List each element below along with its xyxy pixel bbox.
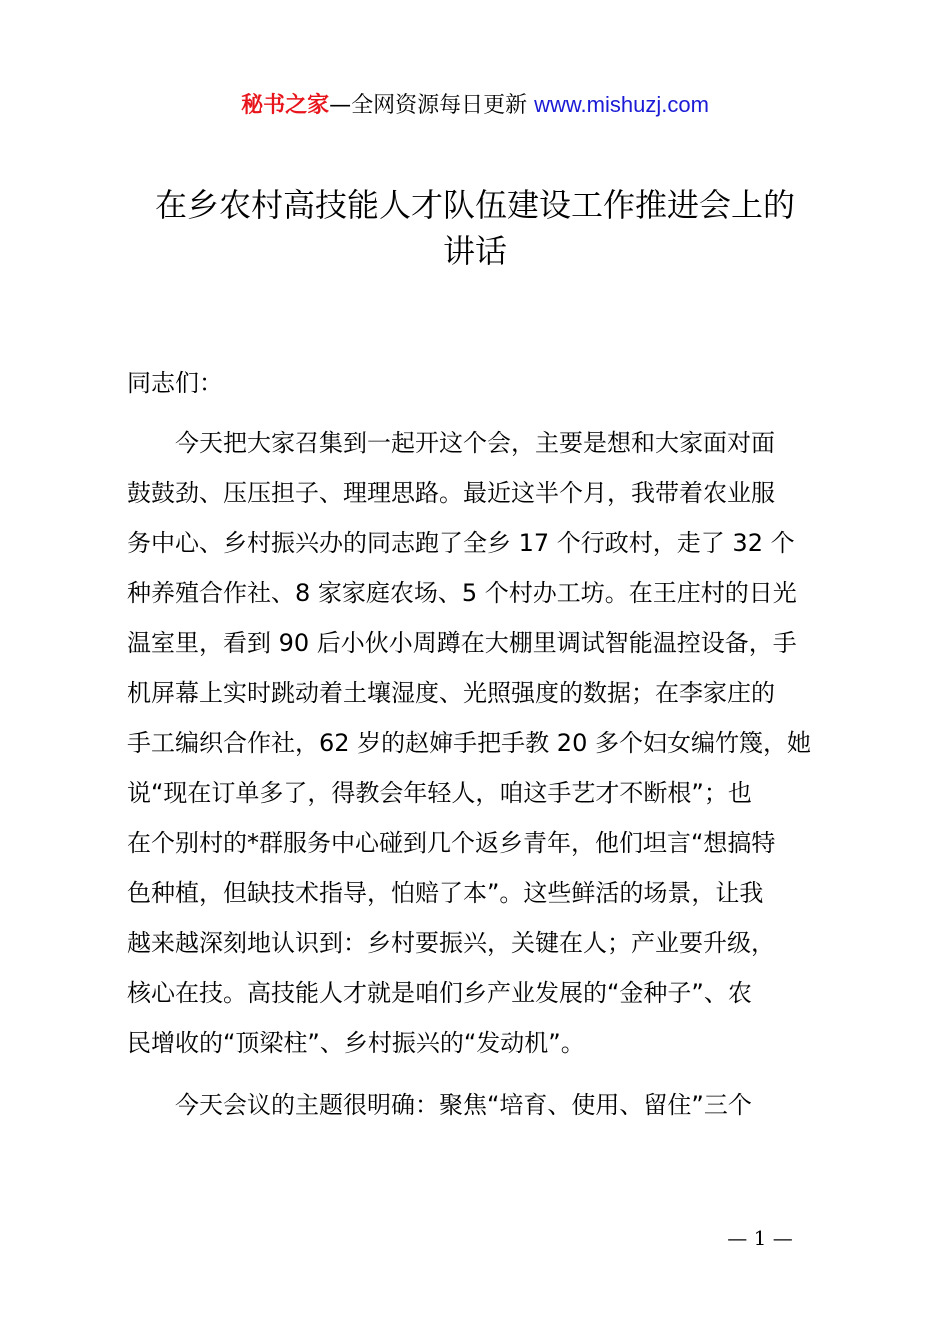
paragraph-line: 越来越深刻地认识到：乡村要振兴，关键在人；产业要升级， xyxy=(127,929,775,957)
paragraph-line: 说“现在订单多了，得教会年轻人，咱这手艺才不断根”；也 xyxy=(127,779,752,807)
page-number: — 1 — xyxy=(727,1226,793,1250)
paragraph-line: 核心在技。高技能人才就是咱们乡产业发展的“金种子”、农 xyxy=(127,979,752,1007)
paragraph-1 xyxy=(127,418,847,1068)
page-header xyxy=(0,88,950,123)
paragraph-2 xyxy=(127,1080,847,1130)
paragraph-line: 务中心、乡村振兴办的同志跑了全乡 17 个行政村，走了 32 个 xyxy=(127,529,795,557)
paragraph-line: 在个别村的*群服务中心碰到几个返乡青年，他们坦言“想搞特 xyxy=(127,829,776,857)
paragraph-line: 鼓鼓劲、压压担子、理理思路。最近这半个月，我带着农业服 xyxy=(127,479,775,507)
paragraph-line: 手工编织合作社，62 岁的赵婶手把手教 20 多个妇女编竹篾，她 xyxy=(127,729,811,757)
header-tagline: —全网资源每日更新 xyxy=(329,93,528,118)
header-brand: 秘书之家 xyxy=(241,93,330,118)
salutation-text: 同志们： xyxy=(127,369,223,397)
header-url-link[interactable]: www.mishuzj.com xyxy=(534,92,709,117)
paragraph-line: 温室里，看到 90 后小伙小周蹲在大棚里调试智能温控设备，手 xyxy=(127,629,797,657)
title-line: 讲话 xyxy=(442,232,507,270)
salutation xyxy=(127,358,847,408)
title-line: 在乡农村高技能人才队伍建设工作推进会上的 xyxy=(154,186,795,224)
paragraph-line: 种养殖合作社、8 家家庭农场、5 个村办工坊。在王庄村的日光 xyxy=(127,579,797,607)
paragraph-line: 机屏幕上实时跳动着土壤湿度、光照强度的数据；在李家庄的 xyxy=(127,679,775,707)
paragraph-line: 民增收的“顶梁柱”、乡村振兴的“发动机”。 xyxy=(127,1029,585,1057)
document-title xyxy=(100,182,850,274)
paragraph-line: 今天把大家召集到一起开这个会，主要是想和大家面对面 xyxy=(175,429,775,457)
paragraph-line: 今天会议的主题很明确：聚焦“培育、使用、留住”三个 xyxy=(175,1091,752,1119)
paragraph-line: 色种植，但缺技术指导，怕赔了本”。这些鲜活的场景，让我 xyxy=(127,879,764,907)
